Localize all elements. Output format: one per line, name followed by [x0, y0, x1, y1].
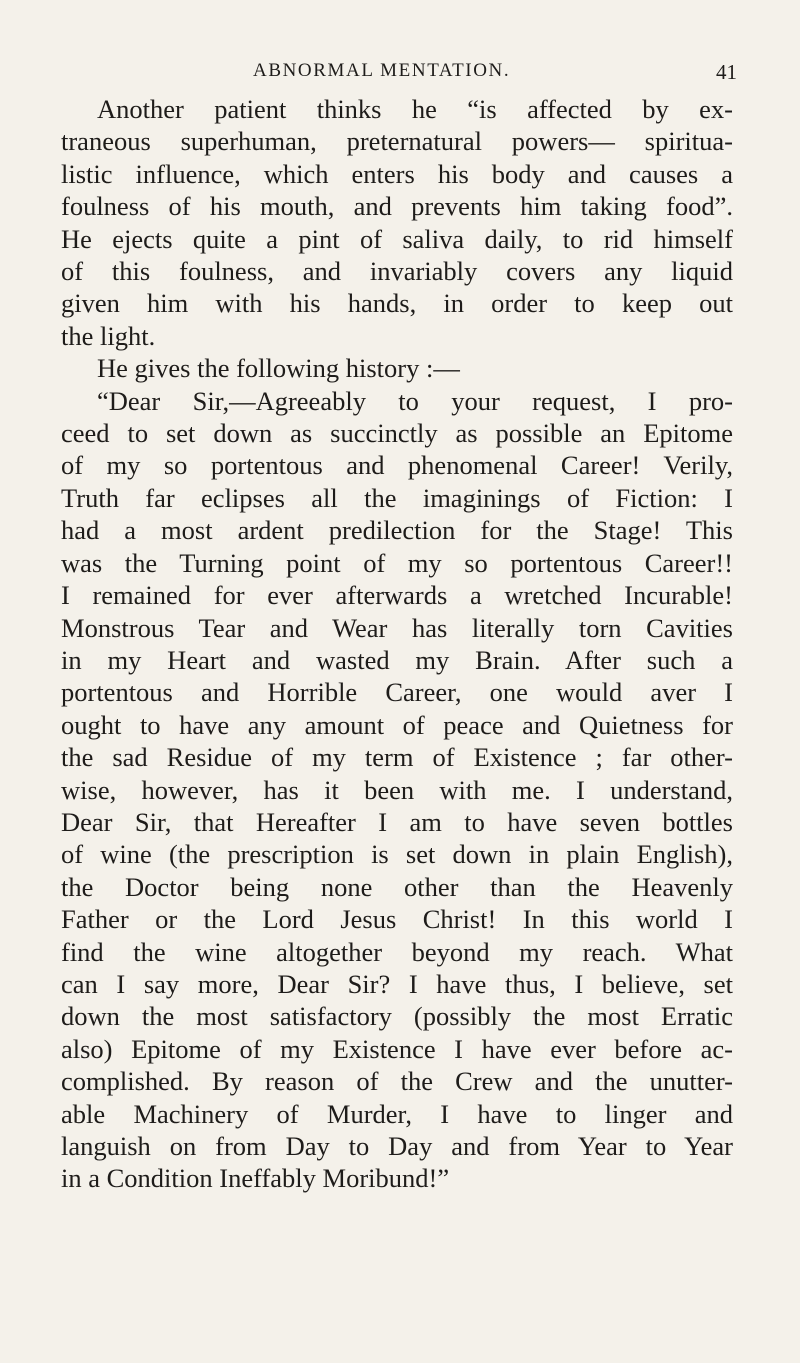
- text-line: of wine (the prescription is set down in plain English),: [61, 839, 733, 870]
- text-line: Monstrous Tear and Wear has literally torn Cavities: [61, 612, 733, 643]
- page-header: [0, 60, 800, 90]
- text-line: Father or the Lord Jesus Christ! In this world I: [61, 904, 733, 935]
- text-line: “Dear Sir,—Agreeably to your request, I pro-: [97, 385, 733, 416]
- text-line: portentous and Horrible Career, one would aver I: [61, 677, 733, 708]
- text-line: can I say more, Dear Sir? I have thus, I believe, set: [61, 968, 733, 999]
- text-line: able Machinery of Murder, I have to linger and: [61, 1098, 733, 1129]
- page-number: 41: [716, 60, 737, 84]
- text-line: was the Turning point of my so portentous Career!!: [61, 547, 733, 578]
- text-line: listic influence, which enters his body and causes a: [61, 158, 733, 189]
- text-line: ought to have any amount of peace and Quietness for: [61, 709, 733, 740]
- text-line: of this foulness, and invariably covers any liquid: [61, 256, 733, 287]
- text-line: He gives the following history :—: [97, 353, 460, 384]
- text-line: ceed to set down as succinctly as possible an Epitome: [61, 418, 733, 449]
- text-line: wise, however, has it been with me. I understand,: [61, 774, 733, 805]
- text-line: Truth far eclipses all the imaginings of Fiction: I: [61, 482, 733, 513]
- text-line: I remained for ever afterwards a wretched Incurable!: [61, 580, 733, 611]
- body-text: [61, 93, 733, 1195]
- text-line: the sad Residue of my term of Existence ; far other-: [61, 742, 733, 773]
- text-line: had a most ardent predilection for the Stage! This: [61, 515, 733, 546]
- text-line: traneous superhuman, preternatural powers— spiritua-: [61, 126, 733, 157]
- text-line: Dear Sir, that Hereafter I am to have seven bottles: [61, 806, 733, 837]
- text-line: in my Heart and wasted my Brain. After such a: [61, 644, 733, 675]
- text-line: given him with his hands, in order to keep out: [61, 288, 733, 319]
- text-line: the Doctor being none other than the Heavenly: [61, 871, 733, 902]
- text-line: the light.: [61, 320, 156, 351]
- text-line: foulness of his mouth, and prevents him taking food”.: [61, 191, 733, 222]
- text-line: languish on from Day to Day and from Year to Year: [61, 1131, 733, 1161]
- text-line: Another patient thinks he “is affected by ex-: [97, 94, 733, 124]
- text-line: He ejects quite a pint of saliva daily, to rid himself: [61, 223, 733, 254]
- text-line: find the wine altogether beyond my reach. What: [61, 936, 733, 967]
- text-line: also) Epitome of my Existence I have ever before ac-: [61, 1033, 733, 1064]
- text-line: of my so portentous and phenomenal Career! Verily,: [61, 450, 733, 481]
- text-line: complished. By reason of the Crew and the unutter-: [61, 1066, 733, 1097]
- text-line: in a Condition Ineffably Moribund!”: [61, 1163, 450, 1194]
- running-head: ABNORMAL MENTATION.: [253, 60, 511, 81]
- text-line: down the most satisfactory (possibly the most Erratic: [61, 1001, 733, 1032]
